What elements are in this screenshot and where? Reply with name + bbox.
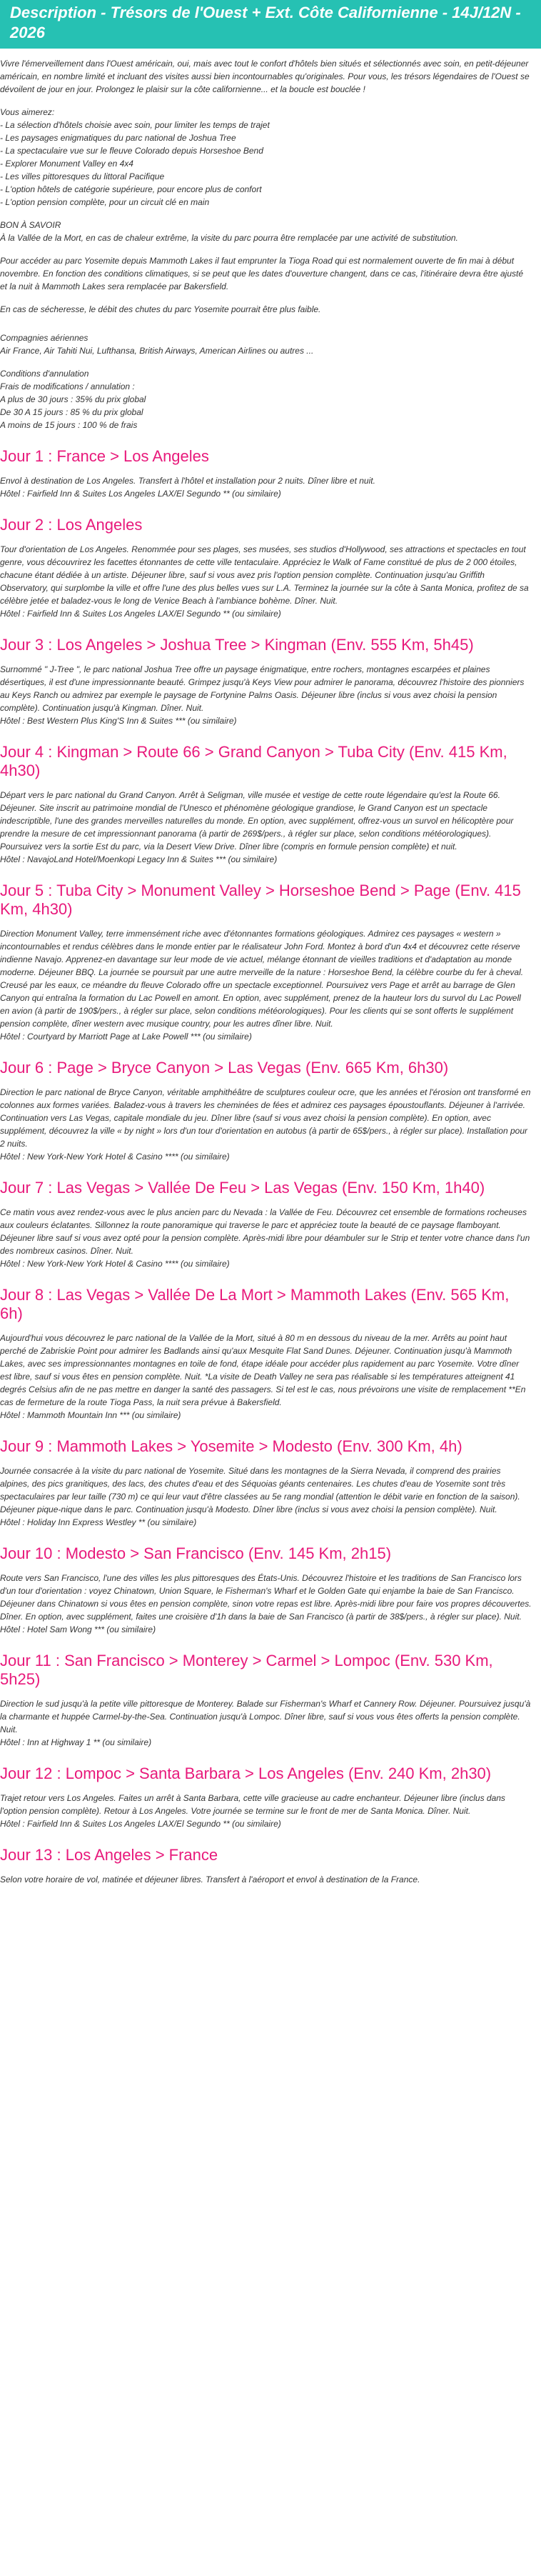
day-title: Jour 5 : Tuba City > Monument Valley > Horseshoe Bend > Page (Env. 415 Km, 4h30): [0, 882, 521, 918]
day-hotel: Hôtel : New York-New York Hotel & Casino **** (ou similaire): [0, 1152, 230, 1162]
day-hotel: Hôtel : Mammoth Mountain Inn *** (ou similaire): [0, 1410, 181, 1420]
day-text: Selon votre horaire de vol, matinée et déjeuner libres. Transfert à l'aéroport et envol à destination de la France.: [0, 1874, 420, 1884]
day-title: Jour 11 : San Francisco > Monterey > Carmel > Lompoc (Env. 530 Km, 5h25): [0, 1652, 493, 1688]
list-item: - La sélection d'hôtels choisie avec soin, pour limiter les temps de trajet: [0, 120, 270, 130]
list-item: - L'option hôtels de catégorie supérieure, pour encore plus de confort: [0, 184, 262, 194]
page-title: Description - Trésors de l'Ouest + Ext. Côte Californienne - 14J/12N - 2026: [0, 0, 541, 49]
list-item: - Les villes pittoresques du littoral Pacifique: [0, 171, 165, 181]
day-hotel: Hôtel : Fairfield Inn & Suites Los Angeles LAX/El Segundo ** (ou similaire): [0, 1819, 281, 1829]
day-hotel: Hôtel : Fairfield Inn & Suites Los Angeles LAX/El Segundo ** (ou similaire): [0, 609, 281, 619]
day-9: [0, 1437, 532, 1529]
day-hotel: Hôtel : Holiday Inn Express Westley ** (ou similaire): [0, 1517, 197, 1527]
day-title: Jour 1 : France > Los Angeles: [0, 447, 209, 465]
day-text: Route vers San Francisco, l'une des villes les plus pittoresques des États-Unis. Découvrez l'histoire et les traditions de San Francisco lors d'un tour d'orientation : voyez Chinatown, Union Square, le Fisherman's Wharf et le Golden Gate qui enjambe la baie de San Francisco. Déjeuner dans Chinatown si vous êtes en pension complète, sinon votre repas est libre. Après-midi libre pour faire vos propres découvertes. Dîner. En option, avec supplément, faites une croisière d'1h dans la baie de San Francisco (à partir de 38$/pers., à régler sur place). Nuit.: [0, 1573, 532, 1622]
day-text: Aujourd'hui vous découvrez le parc national de la Vallée de la Mort, situé à 80 m en dessous du niveau de la mer. Arrêts au point haut perché de Zabriskie Point pour admirer les Badlands ainsi qu'aux Mesquite Flat Sand Dunes. Déjeuner. Continuation jusqu'à Mammoth Lakes, avec ses impressionnantes montagnes en toile de fond, étape idéale pour accéder plus rapidement au parc Yosemite. Votre dîner est libre, sauf si vous êtes en pension complète. Nuit. *La visite de Death Valley ne sera pas réalisable si les températures atteignent 41 degrés Celsius afin de ne pas mettre en danger la santé des passagers. Si tel est le cas, nous prévoirons une visite de remplacement **En cas de fermeture de la route Tioga Pass, la nuit sera prévue à Bakersfield.: [0, 1333, 526, 1407]
day-title: Jour 13 : Los Angeles > France: [0, 1846, 218, 1864]
list-item: - La spectaculaire vue sur le fleuve Colorado depuis Horseshoe Bend: [0, 146, 263, 156]
day-title: Jour 7 : Las Vegas > Vallée De Feu > Las Vegas (Env. 150 Km, 1h40): [0, 1179, 485, 1197]
day-10: [0, 1544, 532, 1636]
day-11: [0, 1652, 532, 1749]
day-text: Direction le sud jusqu'à la petite ville pittoresque de Monterey. Balade sur Fisherman's Wharf et Cannery Row. Déjeuner. Poursuivez jusqu'à la charmante et huppée Carmel-by-the-Sea. Continuation jusqu'à Lompoc. Dîner libre, sauf si vous vous êtes offerts la pension complète. Nuit.: [0, 1699, 531, 1734]
day-title: Jour 9 : Mammoth Lakes > Yosemite > Modesto (Env. 300 Km, 4h): [0, 1437, 462, 1455]
day-title: Jour 6 : Page > Bryce Canyon > Las Vegas (Env. 665 Km, 6h30): [0, 1059, 449, 1077]
compagnies-title: Compagnies aériennes: [0, 333, 89, 343]
conditions-section: [0, 367, 532, 431]
day-text: Direction le parc national de Bryce Canyon, véritable amphithéâtre de sculptures couleur ocre, que les années et l'érosion ont transformé en colonnes aux formes variées. Baladez-vous à travers les cheminées de fées et admirez ces paysages époustouflants. Déjeuner à l'arrivée. Continuation vers Las Vegas, capitale mondiale du jeu. Dîner libre (sauf si vous avez choisi la pension complète). En option, avec supplément, découvrez la ville « by night » lors d'un tour d'orientation en autobus (à partir de 65$/pers., à régler sur place). Installation pour 2 nuits.: [0, 1087, 531, 1149]
day-hotel: Hôtel : Inn at Highway 1 ** (ou similaire): [0, 1737, 152, 1747]
day-title: Jour 4 : Kingman > Route 66 > Grand Canyon > Tuba City (Env. 415 Km, 4h30): [0, 743, 507, 779]
day-13: [0, 1846, 532, 1886]
day-hotel: Hôtel : Hotel Sam Wong *** (ou similaire): [0, 1624, 156, 1634]
bon-a-savoir-section: [0, 219, 532, 244]
day-text: Envol à destination de Los Angeles. Transfert à l'hôtel et installation pour 2 nuits. Dîner libre et nuit.: [0, 476, 375, 486]
conditions-line: A plus de 30 jours : 35% du prix global: [0, 394, 146, 404]
day-title: Jour 12 : Lompoc > Santa Barbara > Los Angeles (Env. 240 Km, 2h30): [0, 1764, 492, 1782]
compagnies-text: Air France, Air Tahiti Nui, Lufthansa, British Airways, American Airlines ou autres ...: [0, 346, 314, 356]
day-4: [0, 743, 532, 866]
day-hotel: Hôtel : Courtyard by Marriott Page at Lake Powell *** (ou similaire): [0, 1032, 252, 1042]
day-text: Ce matin vous avez rendez-vous avec le plus ancien parc du Nevada : la Vallée de Feu. Découvrez cet ensemble de formations rocheuses aux couleurs éclatantes. Sillonnez la route panoramique qui traverse le parc et appréciez toute la beauté de ce paysage flamboyant. Déjeuner libre sauf si vous avez opté pour la pension complète. Après-midi libre pour déambuler sur le Strip et tenter votre chance dans l'un des nombreux casinos. Dîner. Nuit.: [0, 1207, 530, 1256]
day-text: Trajet retour vers Los Angeles. Faites un arrêt à Santa Barbara, cette ville gracieuse au cadre enchanteur. Déjeuner libre (inclus dans l'option pension complète). Retour à Los Angeles. Votre journée se termine sur le front de mer de Santa Monica. Dîner. Nuit.: [0, 1793, 505, 1816]
day-hotel: Hôtel : New York-New York Hotel & Casino **** (ou similaire): [0, 1259, 230, 1269]
yosemite-note: Pour accéder au parc Yosemite depuis Mammoth Lakes il faut emprunter la Tioga Road qui est normalement ouverte de fin mai à début novembre. En fonction des conditions climatiques, si se peut que les dates d'ouverture changent, dans ce cas, l'itinéraire devra être ajusté et la nuit à Mammoth Lakes sera remplacée par Bakersfield.: [0, 256, 524, 291]
vous-aimerez-section: [0, 106, 532, 209]
conditions-line: Frais de modifications / annulation :: [0, 381, 135, 391]
conditions-title: Conditions d'annulation: [0, 369, 89, 379]
day-2: [0, 516, 532, 620]
intro-text: Vivre l'émerveillement dans l'Ouest américain, oui, mais avec tout le confort d'hôtels bien situés et sélectionnés avec soin, en petit-déjeuner américain, en nombre limité et incluant des visites aussi bien incontournables qu'originales. Pour vous, les trésors légendaires de l'Ouest se dévoilent de jour en jour. Prolongez le plaisir sur la côte californienne... et la boucle est bouclée !: [0, 59, 530, 94]
day-title: Jour 2 : Los Angeles: [0, 516, 143, 534]
day-3: [0, 636, 532, 727]
compagnies-section: [0, 331, 532, 357]
day-title: Jour 3 : Los Angeles > Joshua Tree > Kingman (Env. 555 Km, 5h45): [0, 636, 474, 654]
conditions-line: A moins de 15 jours : 100 % de frais: [0, 420, 138, 430]
day-8: [0, 1286, 532, 1422]
bon-a-savoir-text: À la Vallée de la Mort, en cas de chaleur extrême, la visite du parc pourra être remplacée par une activité de substitution.: [0, 233, 458, 243]
day-text: Surnommé " J-Tree ", le parc national Joshua Tree offre un paysage énigmatique, entre rochers, montagnes escarpées et plaines désertiques, il est d'une impressionnante beauté. Grimpez jusqu'à Keys View pour admirer le panorama, découvrez l'histoire des pionniers au Keys Ranch ou admirez par exemple le paysage de Fortynine Palms Oasis. Déjeuner libre (inclus si vous avez choisi la pension complète). Continuation jusqu'à Kingman. Dîner. Nuit.: [0, 664, 525, 713]
day-text: Direction Monument Valley, terre immensément riche avec d'étonnantes formations géologiques. Admirez ces paysages « western » incontournables et rendus célèbres dans le monde entier par le réalisateur John Ford. Montez à bord d'un 4x4 et découvrez cette réserve indienne Navajo. Apprenez-en davantage sur leur mode de vie actuel, mélange étonnant de vieilles traditions et d'adaptation au monde moderne. Déjeuner BBQ. La journée se poursuit par une autre merveille de la nature : Horseshoe Bend, la célèbre courbe du fer à cheval. Creusé par les eaux, ce méandre du fleuve Colorado offre un spectacle exceptionnel. Poursuivez vers Page et arrêt au barrage de Glen Canyon qui entraîna la formation du Lac Powell en amont. En option, avec supplément, prenez de la hauteur lors du survol du Lac Powell en avion (à partir de 190$/pers., à régler sur place, selon conditions météorologiques). Pour les clients qui se sont offerts le supplément pension complète, dîner western avec musique country, pour les autres dîner libre. Nuit.: [0, 929, 524, 1029]
day-hotel: Hôtel : Fairfield Inn & Suites Los Angeles LAX/El Segundo ** (ou similaire): [0, 489, 281, 499]
day-hotel: Hôtel : Best Western Plus King'S Inn & Suites *** (ou similaire): [0, 716, 237, 726]
list-item: - Les paysages enigmatiques du parc national de Joshua Tree: [0, 133, 236, 143]
content: [0, 57, 532, 1886]
day-title: Jour 10 : Modesto > San Francisco (Env. 145 Km, 2h15): [0, 1544, 392, 1562]
day-12: [0, 1764, 532, 1830]
day-text: Journée consacrée à la visite du parc national de Yosemite. Situé dans les montagnes de la Sierra Nevada, il comprend des prairies alpines, des pics granitiques, des lacs, des chutes d'eau et des Séquoias géants centenaires. Les chutes d'eau de Yosemite sont très spectaculaires par leur taille (730 m) ce qui leur vaut d'être classées au 5e rang mondial (attention le débit varie en fonction de la saison). Déjeuner pique-nique dans le parc. Continuation jusqu'à Modesto. Dîner libre (inclus si vous avez choisi la pension complète). Nuit.: [0, 1466, 520, 1514]
day-title: Jour 8 : Las Vegas > Vallée De La Mort > Mammoth Lakes (Env. 565 Km, 6h): [0, 1286, 510, 1322]
bon-a-savoir-title: BON À SAVOIR: [0, 220, 61, 230]
conditions-line: De 30 A 15 jours : 85 % du prix global: [0, 407, 143, 417]
list-item: - L'option pension complète, pour un circuit clé en main: [0, 197, 210, 207]
day-6: [0, 1059, 532, 1163]
list-item: - Explorer Monument Valley en 4x4: [0, 159, 133, 169]
secheresse-note: En cas de sécheresse, le débit des chutes du parc Yosemite pourrait être plus faible.: [0, 304, 321, 314]
day-text: Tour d'orientation de Los Angeles. Renommée pour ses plages, ses musées, ses studios d'Hollywood, ses attractions et spectacles en tout genre, vous découvrirez les facettes étonnantes de cette ville tentaculaire. Appréciez le Walk of Fame constitué de plus de 2 000 étoiles, chacune étant dédiée à un artiste. Déjeuner libre, sauf si vous avez pris l'option pension complète. Continuation jusqu'au Griffith Observatory, qui surplombe la ville et offre l'une des plus belles vues sur L.A. Terminez la journée sur la côte à Santa Monica, profitez de sa célèbre jetée et baladez-vous le long de Venice Beach à l'ambiance bohème. Dîner. Nuit.: [0, 544, 529, 606]
vous-aimerez-title: Vous aimerez:: [0, 107, 55, 117]
day-7: [0, 1179, 532, 1270]
day-1: [0, 447, 532, 500]
day-hotel: Hôtel : NavajoLand Hotel/Moenkopi Legacy Inn & Suites *** (ou similaire): [0, 854, 278, 864]
day-5: [0, 882, 532, 1043]
day-text: Départ vers le parc national du Grand Canyon. Arrêt à Seligman, ville musée et vestige de cette route légendaire qu'est la Route 66. Déjeuner. Site inscrit au patrimoine mondial de l'Unesco et phénomène géologique grandiose, le Grand Canyon est un spectacle indescriptible, l'une des grandes merveilles naturelles du monde. En option, avec supplément, offrez-vous un survol en hélicoptère pour prendre la mesure de cet impressionnant panorama (à partir de 269$/pers., à régler sur place, selon conditions météorologiques). Poursuivez vers la sortie Est du parc, via la Desert View Drive. Dîner libre (compris en formule pension complète) et nuit.: [0, 790, 514, 852]
